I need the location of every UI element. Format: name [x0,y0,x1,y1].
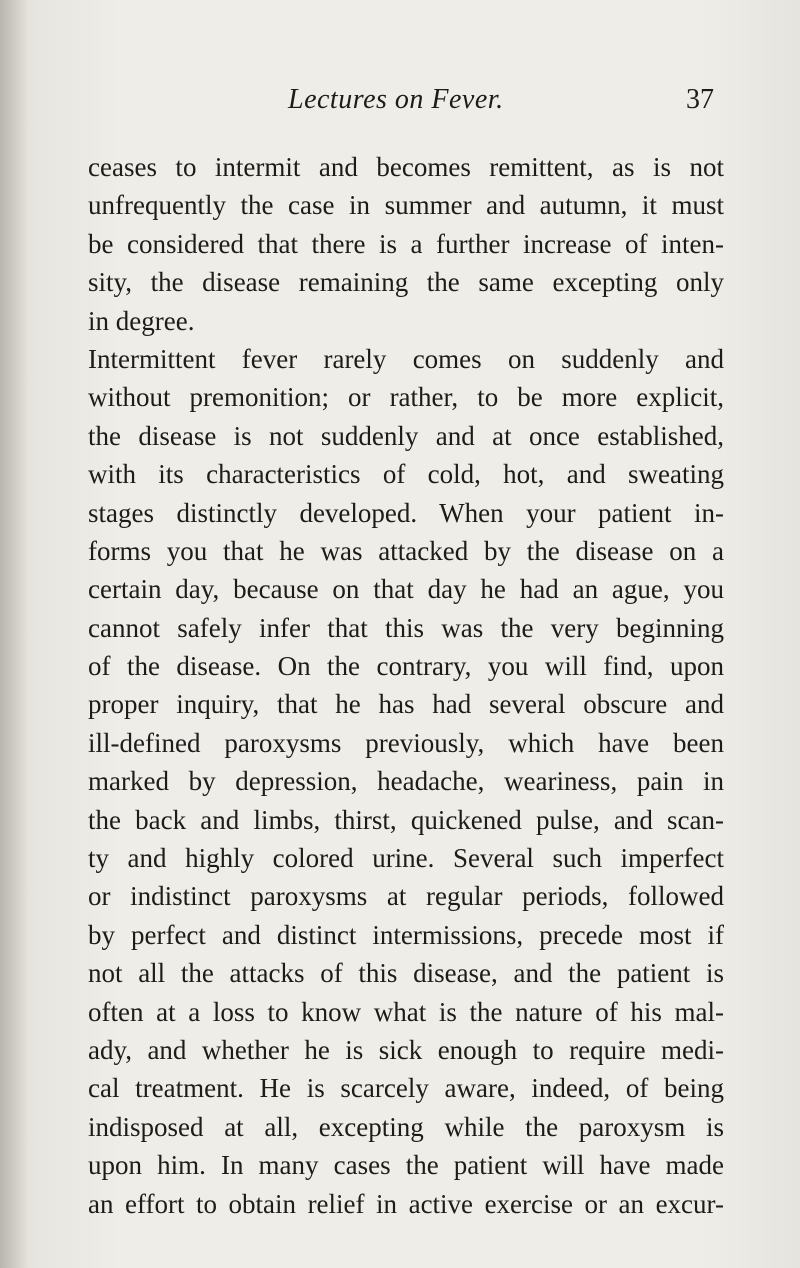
text-line: cal treatment. He is scarcely aware, indeed, of being [88,1073,724,1104]
text-line: ill-defined paroxysms previously, which have been [88,727,724,758]
text-line: ceases to intermit and becomes remittent, as is not [88,152,724,182]
text-line: Intermittent fever rarely comes on suddenly and [88,343,724,374]
text-line: by perfect and distinct intermissions, precede most if [88,919,724,950]
text-line: the disease is not suddenly and at once established, [88,420,724,451]
text-line: be considered that there is a further increase of inten- [88,228,724,259]
text-line: stages distinctly developed. When your patient in- [88,497,724,528]
text-line: ty and highly colored urine. Several such imperfect [88,843,724,874]
text-line: certain day, because on that day he had an ague, you [88,574,724,605]
text-line: unfrequently the case in summer and autumn, it must [88,190,724,221]
running-title: Lectures on Fever. [288,84,504,115]
text-line: cannot safely infer that this was the very beginning [88,612,724,643]
running-head [80,84,720,126]
text-line: marked by depression, headache, weariness, pain in [88,766,724,797]
text-line: in degree. [88,305,195,336]
page-number: 37 [686,84,714,115]
text-line: upon him. In many cases the patient will have made [88,1150,724,1181]
text-line: ady, and whether he is sick enough to require medi- [88,1034,724,1065]
text-line: without premonition; or rather, to be more explicit, [88,382,724,413]
text-line: or indistinct paroxysms at regular periods, followed [88,881,724,912]
text-line: the back and limbs, thirst, quickened pulse, and scan- [88,804,724,835]
text-line: indisposed at all, excepting while the paroxysm is [88,1111,724,1142]
text-line: forms you that he was attacked by the disease on a [88,535,724,566]
text-line: of the disease. On the contrary, you will find, upon [88,651,724,682]
text-line: not all the attacks of this disease, and the patient is [88,958,724,989]
body-text [88,148,724,1223]
text-line: sity, the disease remaining the same excepting only [88,267,724,298]
text-line: often at a loss to know what is the nature of his mal- [88,996,724,1027]
text-line: with its characteristics of cold, hot, and sweating [88,459,724,490]
text-line: proper inquiry, that he has had several obscure and [88,689,724,720]
binding-shadow [0,0,28,1268]
text-line: an effort to obtain relief in active exercise or an excur- [88,1188,724,1219]
